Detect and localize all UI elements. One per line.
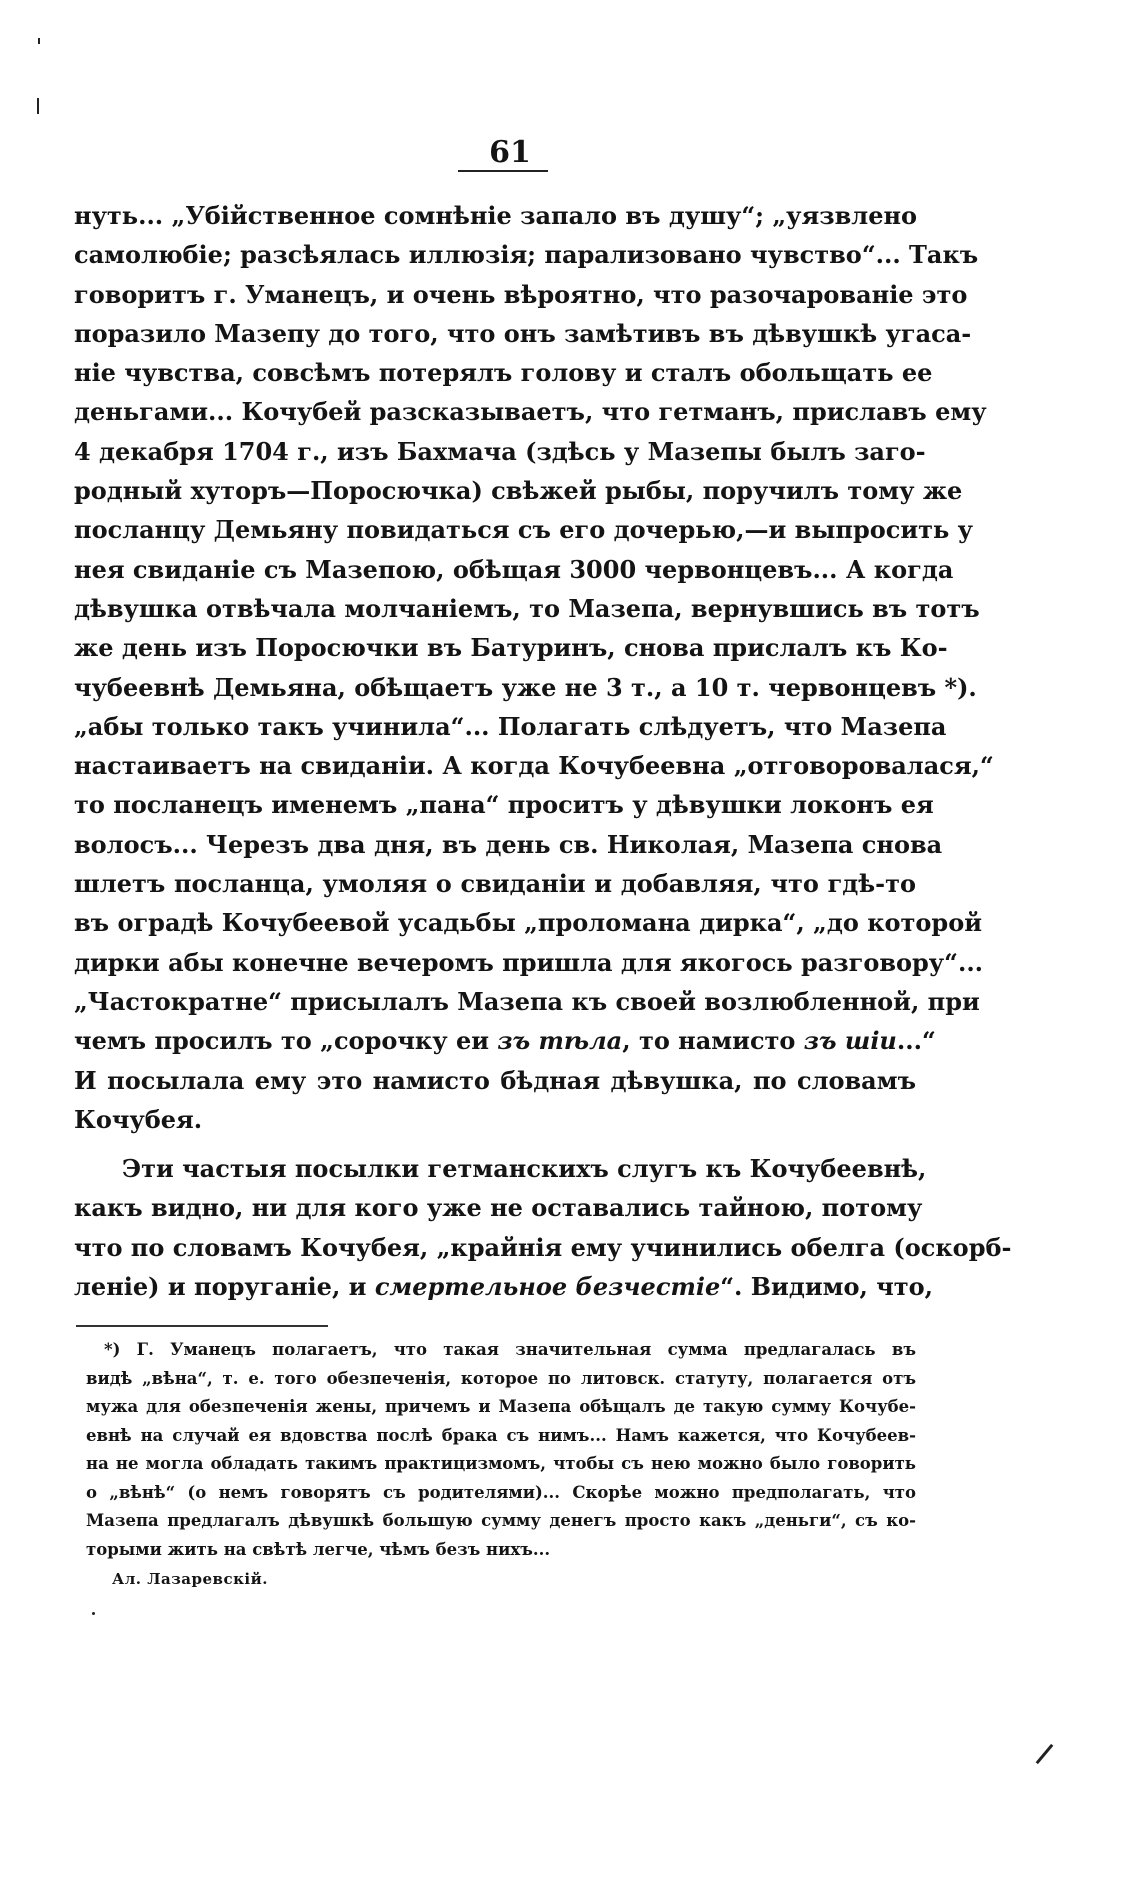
text-run: леніе) и поруганіе, и bbox=[74, 1272, 375, 1302]
text-run: чубеевнѣ Демьяна, обѣщаетъ уже не 3 т., а 10 т. червонцевъ *). bbox=[74, 672, 977, 702]
text-run: „абы только такъ учинила“... Полагать слѣдуетъ, что Мазепа bbox=[74, 711, 947, 741]
footnote-line: о „вѣнѣ“ (о немъ говорятъ съ родителями)... Скорѣе можно предполагать, что bbox=[86, 1482, 916, 1502]
text-line bbox=[74, 235, 979, 274]
text-line bbox=[74, 903, 983, 942]
text-run: 4 декабря 1704 г., изъ Бахмача (здѣсь у Мазепы былъ заго- bbox=[74, 436, 926, 466]
text-line bbox=[74, 471, 963, 510]
text-run: ніе чувства, совсѣмъ потерялъ голову и сталъ обольщать ее bbox=[74, 358, 933, 388]
page-number: 61 bbox=[489, 135, 531, 170]
text-run: поразило Мазепу до того, что онъ замѣтивъ въ дѣвушкѣ угаса- bbox=[74, 318, 972, 348]
text-line bbox=[74, 628, 948, 667]
text-run: И посылала ему это намисто бѣдная дѣвушка, по словамъ bbox=[74, 1065, 916, 1095]
italic-text: зъ шіи bbox=[803, 1026, 897, 1056]
text-run: Кочубея. bbox=[74, 1104, 203, 1134]
text-line bbox=[74, 982, 980, 1021]
text-line bbox=[74, 943, 984, 982]
italic-text: зъ тѣла bbox=[497, 1026, 623, 1056]
text-line bbox=[74, 864, 916, 903]
footnote-separator bbox=[76, 1325, 328, 1327]
scan-mark-top-left bbox=[38, 38, 40, 44]
text-run: настаиваетъ на свиданіи. А когда Кочубеевна „отговоровалася,“ bbox=[74, 751, 994, 781]
text-run: посланцу Демьяну повидаться съ его дочерью,—и выпросить у bbox=[74, 515, 974, 545]
text-line bbox=[74, 1149, 927, 1188]
text-run: въ оградѣ Кочубеевой усадьбы „проломана дирка“, „до которой bbox=[74, 908, 983, 938]
footnote-line: на не могла обладать такимъ практицизмомъ, чтобы съ нею можно было говорить bbox=[86, 1454, 916, 1473]
text-line bbox=[74, 550, 954, 589]
text-run: какъ видно, ни для кого уже не оставались тайною, потому bbox=[74, 1193, 923, 1223]
text-line bbox=[74, 510, 974, 549]
text-run: то посланецъ именемъ „пана“ проситъ у дѣвушки локонъ ея bbox=[74, 790, 934, 820]
italic-text: смертельное безчестіе bbox=[374, 1272, 721, 1302]
text-run: что по словамъ Кочубея, „крайнія ему учинились обелга (оскорб- bbox=[74, 1232, 1012, 1262]
text-run: родный хуторъ—Поросючка) свѣжей рыбы, поручилъ тому же bbox=[74, 476, 963, 506]
text-line bbox=[74, 825, 943, 864]
text-line bbox=[74, 1188, 923, 1227]
footnote-line: видѣ „вѣна“, т. е. того обезпеченія, которое по литовск. статуту, полагается отъ bbox=[86, 1368, 916, 1388]
text-run: нея свиданіе съ Мазепою, обѣщая 3000 червонцевъ... А когда bbox=[74, 554, 954, 584]
text-line bbox=[74, 589, 980, 628]
text-line bbox=[74, 785, 934, 824]
text-line bbox=[74, 432, 926, 471]
text-run: Эти частыя посылки гетманскихъ слугъ къ Кочубеевнѣ, bbox=[122, 1154, 927, 1184]
page-number-rule bbox=[458, 170, 548, 172]
text-line bbox=[74, 353, 933, 392]
text-run: дѣвушка отвѣчала молчаніемъ, то Мазепа, вернувшись въ тотъ bbox=[74, 593, 980, 623]
text-line bbox=[74, 746, 994, 785]
text-run: чемъ просилъ то „сорочку еи bbox=[74, 1026, 498, 1056]
text-run: “. Видимо, что, bbox=[720, 1272, 933, 1302]
scan-mark-bottom-right bbox=[1036, 1744, 1054, 1764]
footnote-line: Мазепа предлагалъ дѣвушкѣ большую сумму денегъ просто какъ „деньги“, съ ко- bbox=[86, 1511, 916, 1530]
text-run: самолюбіе; разсѣялась иллюзія; парализовано чувство“... Такъ bbox=[74, 240, 979, 270]
text-line bbox=[74, 668, 977, 707]
text-run: ...“ bbox=[896, 1026, 936, 1056]
text-run: , то намисто bbox=[622, 1026, 804, 1056]
text-line bbox=[74, 314, 972, 353]
text-line bbox=[74, 275, 968, 314]
text-run: деньгами... Кочубей разсказываетъ, что гетманъ, приславъ ему bbox=[74, 397, 987, 427]
text-line bbox=[74, 1021, 936, 1060]
footnote-line: евнѣ на случай ея вдовства послѣ брака съ нимъ... Намъ кажется, что Кочубеев- bbox=[86, 1425, 916, 1445]
main-text-body bbox=[74, 196, 1012, 1306]
text-line bbox=[74, 196, 916, 235]
text-line bbox=[74, 1228, 1012, 1267]
text-run: дирки абы конечне вечеромъ пришла для якогось разговору“... bbox=[74, 947, 984, 977]
footnote-line: *) Г. Уманецъ полагаетъ, что такая значительная сумма предлагалась въ bbox=[104, 1340, 916, 1359]
scan-dot-left bbox=[92, 1612, 95, 1615]
text-line bbox=[74, 1267, 933, 1306]
text-run: нуть... „Убійственное сомнѣніе запало въ душу“; „уязвлено bbox=[74, 201, 918, 230]
scan-mark-left-edge bbox=[37, 98, 39, 114]
paragraph-gap bbox=[74, 1139, 916, 1149]
text-line bbox=[74, 1100, 916, 1139]
footnote-block bbox=[86, 1336, 916, 1594]
text-run: говоритъ г. Уманецъ, и очень вѣроятно, что разочарованіе это bbox=[74, 279, 968, 309]
text-run: же день изъ Поросючки въ Батуринъ, снова прислалъ къ Ко- bbox=[74, 633, 948, 663]
text-run: волосъ... Черезъ два дня, въ день св. Николая, Мазепа снова bbox=[74, 829, 943, 859]
text-run: „Частократне“ присылалъ Мазепа къ своей возлюбленной, при bbox=[74, 986, 980, 1016]
text-run: шлетъ посланца, умоляя о свиданіи и добавляя, что гдѣ-то bbox=[74, 869, 916, 899]
text-line bbox=[74, 392, 987, 431]
footnote-line: мужа для обезпеченія жены, причемъ и Мазепа обѣщалъ де такую сумму Кочубе- bbox=[86, 1397, 916, 1416]
text-line bbox=[74, 707, 947, 746]
footnote-line: торыми жить на свѣтѣ легче, чѣмъ безъ нихъ... bbox=[86, 1539, 551, 1559]
text-line bbox=[74, 1061, 916, 1100]
footnote-signature: Ал. Лазаревскій. bbox=[112, 1570, 268, 1588]
